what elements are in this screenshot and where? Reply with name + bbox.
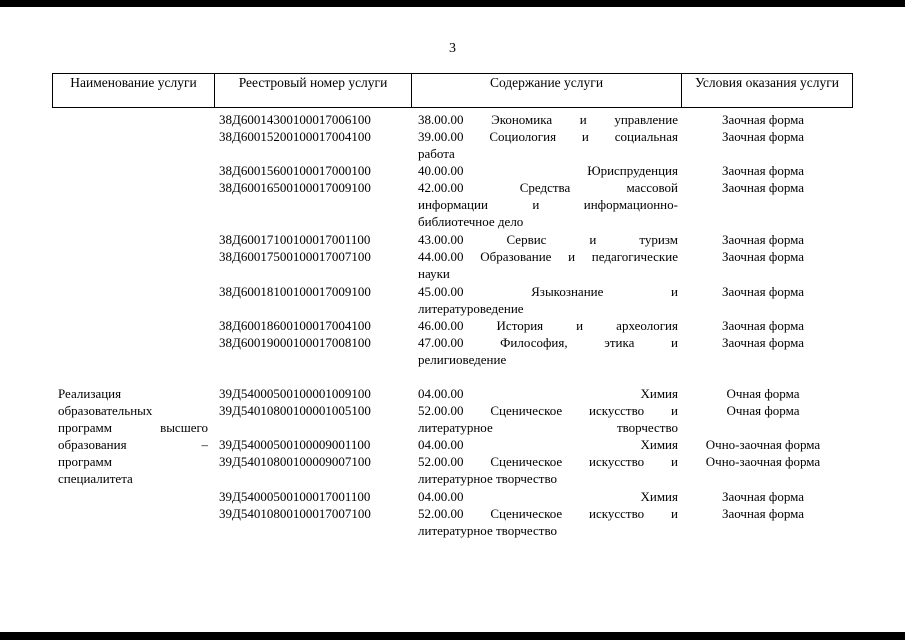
content-word: 47.00.00	[418, 335, 464, 350]
service-condition: Заочная форма	[721, 129, 805, 144]
registry-number: 39Д54010800100009007100	[219, 454, 371, 469]
service-content-line: литературоведение	[418, 301, 524, 316]
service-name-line: программ высшего	[58, 420, 208, 435]
service-content-line: науки	[418, 266, 450, 281]
header-bottom-border	[52, 107, 853, 108]
content-word: искусство	[589, 506, 645, 521]
registry-number: 38Д60014300100017006100	[219, 112, 371, 127]
service-content-line	[418, 196, 678, 213]
content-word: Химия	[640, 386, 678, 401]
content-word: массовой	[626, 180, 678, 195]
service-condition: Заочная форма	[721, 112, 805, 127]
registry-number: 39Д54010800100001005100	[219, 403, 371, 418]
content-word: 42.00.00	[418, 180, 464, 195]
registry-number: 38Д60015200100017004100	[219, 129, 371, 144]
content-word: искусство	[589, 403, 645, 418]
registry-number: 39Д54010800100017007100	[219, 506, 371, 521]
content-word: и	[671, 284, 678, 299]
content-word: археология	[616, 318, 678, 333]
content-word: и	[671, 506, 678, 521]
content-word: творчество	[616, 420, 678, 435]
content-word: 43.00.00	[418, 232, 464, 247]
header-service-content: Содержание услуги	[489, 75, 604, 90]
service-condition: Очно-заочная форма	[705, 454, 821, 469]
content-word: литературное	[418, 420, 493, 435]
content-word: и	[671, 454, 678, 469]
content-word: информационно-	[583, 197, 678, 212]
service-condition: Очная форма	[726, 403, 800, 418]
content-word: 52.00.00	[418, 454, 464, 469]
content-word: Социология	[489, 129, 557, 144]
header-divider	[852, 73, 853, 108]
service-content-line	[418, 419, 678, 436]
service-content-line	[418, 453, 678, 470]
content-word: и	[532, 197, 540, 212]
content-word: 38.00.00	[418, 112, 464, 127]
service-condition: Заочная форма	[721, 249, 805, 264]
page-number: 3	[449, 41, 456, 56]
header-registry-number: Реестровый номер услуги	[238, 75, 388, 90]
content-word: управление	[614, 112, 678, 127]
content-word: Юриспруденция	[587, 163, 678, 178]
service-content-line	[418, 111, 678, 128]
service-name-line: образования –	[58, 437, 208, 452]
service-content-line	[418, 248, 678, 265]
header-divider	[681, 73, 682, 108]
registry-number: 39Д54000500100001009100	[219, 386, 371, 401]
service-content-line	[418, 317, 678, 334]
content-word: Сценическое	[490, 403, 563, 418]
header-top-border	[52, 73, 853, 74]
content-word: История	[496, 318, 544, 333]
service-content-line	[418, 505, 678, 522]
service-content-line	[418, 436, 678, 453]
service-name-line: Реализация	[58, 386, 122, 401]
content-word: 39.00.00	[418, 129, 464, 144]
service-condition: Заочная форма	[721, 318, 805, 333]
content-word: Образование	[480, 249, 552, 264]
content-word: туризм	[639, 232, 678, 247]
content-word: Философия,	[500, 335, 568, 350]
registry-number: 39Д54000500100009001100	[219, 437, 371, 452]
service-content-line	[418, 402, 678, 419]
service-content-line	[418, 231, 678, 248]
service-content-line	[418, 179, 678, 196]
registry-number: 38Д60017100100017001100	[219, 232, 371, 247]
content-word: и	[576, 318, 584, 333]
service-condition: Очно-заочная форма	[705, 437, 821, 452]
content-word: и	[581, 129, 589, 144]
content-word: Экономика	[491, 112, 553, 127]
content-word: Сценическое	[490, 506, 563, 521]
content-word: Сервис	[506, 232, 547, 247]
content-word: социальная	[614, 129, 678, 144]
content-word: Сценическое	[490, 454, 563, 469]
content-word: педагогические	[591, 249, 678, 264]
registry-number: 38Д60019000100017008100	[219, 335, 371, 350]
service-content-line	[418, 488, 678, 505]
content-word: Химия	[640, 437, 678, 452]
content-word: этика	[604, 335, 635, 350]
content-word: и	[671, 335, 678, 350]
service-name-line: специалитета	[58, 471, 133, 486]
service-content-line	[418, 162, 678, 179]
registry-number: 39Д54000500100017001100	[219, 489, 371, 504]
content-word: 04.00.00	[418, 386, 464, 401]
registry-number: 38Д60016500100017009100	[219, 180, 371, 195]
service-condition: Очная форма	[726, 386, 800, 401]
content-word: 44.00.00	[418, 249, 464, 264]
service-condition: Заочная форма	[721, 180, 805, 195]
service-condition: Заочная форма	[721, 489, 805, 504]
service-content-line	[418, 128, 678, 145]
content-word: и	[671, 403, 678, 418]
content-word: Средства	[519, 180, 571, 195]
service-condition: Заочная форма	[721, 232, 805, 247]
service-content-line: работа	[418, 146, 455, 161]
content-word: информации	[418, 197, 488, 212]
content-word: Химия	[640, 489, 678, 504]
content-word: и	[579, 112, 587, 127]
registry-number: 38Д60017500100017007100	[219, 249, 371, 264]
service-content-line: литературное творчество	[418, 471, 558, 486]
content-word: 04.00.00	[418, 489, 464, 504]
registry-number: 38Д60015600100017000100	[219, 163, 371, 178]
service-condition: Заочная форма	[721, 163, 805, 178]
service-content-line: литературное творчество	[418, 523, 558, 538]
service-condition: Заочная форма	[721, 284, 805, 299]
content-word: 52.00.00	[418, 506, 464, 521]
content-word: 40.00.00	[418, 163, 464, 178]
registry-number: 38Д60018600100017004100	[219, 318, 371, 333]
registry-number: 38Д60018100100017009100	[219, 284, 371, 299]
service-condition: Заочная форма	[721, 506, 805, 521]
content-word: 04.00.00	[418, 437, 464, 452]
service-condition: Заочная форма	[721, 335, 805, 350]
header-conditions: Условия оказания услуги	[694, 75, 840, 90]
scan-border-top	[0, 0, 905, 7]
content-word: и	[568, 249, 576, 264]
service-name-line: программ	[58, 454, 113, 469]
content-word: Языкознание	[531, 284, 604, 299]
service-content-line: религиоведение	[418, 352, 507, 367]
service-content-line	[418, 334, 678, 351]
content-word: 46.00.00	[418, 318, 464, 333]
scan-border-bottom	[0, 632, 905, 640]
service-content-line	[418, 283, 678, 300]
content-word: искусство	[589, 454, 645, 469]
service-content-line: библиотечное дело	[418, 214, 524, 229]
content-word: 45.00.00	[418, 284, 464, 299]
service-content-line	[418, 385, 678, 402]
service-name-line: образовательных	[58, 403, 153, 418]
content-word: 52.00.00	[418, 403, 464, 418]
header-service-name: Наименование услуги	[70, 75, 197, 90]
content-word: и	[589, 232, 597, 247]
